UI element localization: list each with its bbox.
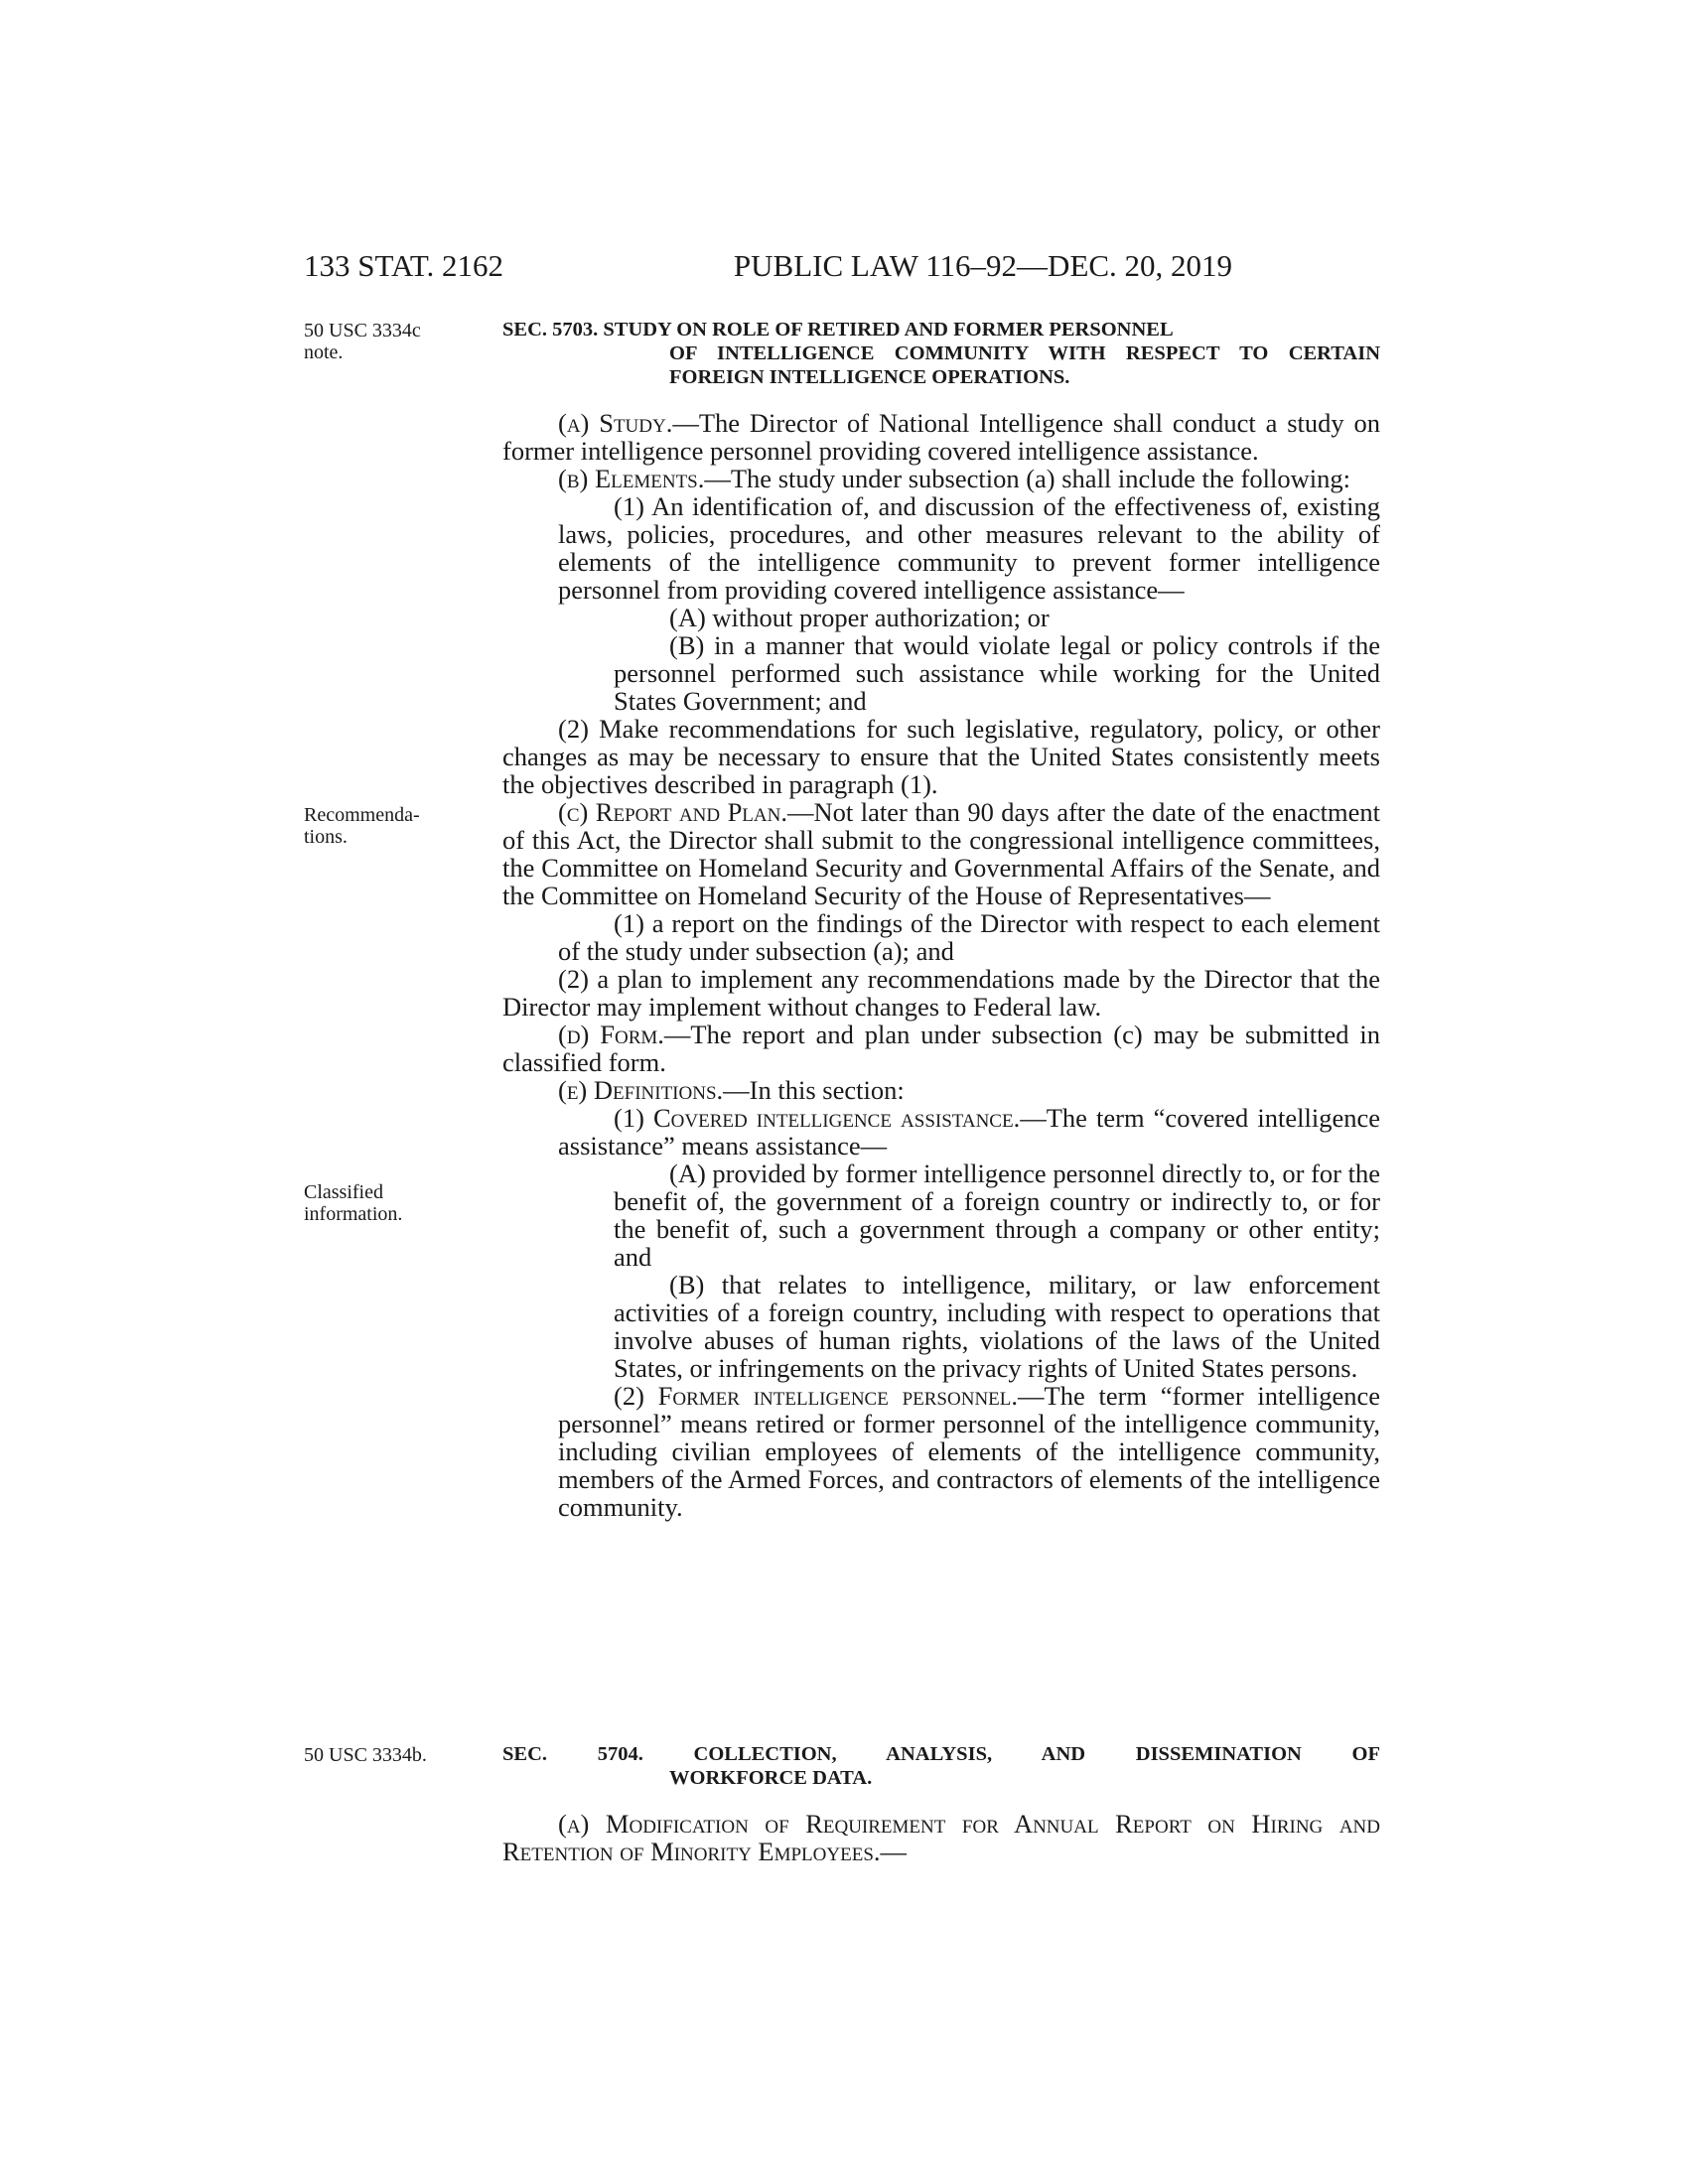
paragraph-text: —The term “covered intelligence assistance” means assistance— xyxy=(558,1103,1380,1160)
subsection-e xyxy=(502,1076,1380,1104)
section-heading-line: SEC. 5704. COLLECTION, ANALYSIS, AND DISSEMINATION OF xyxy=(502,1743,1380,1765)
subparagraph-e1a: (A) provided by former intelligence personnel directly to, or for the benefit of, the government of a foreign country or indirectly to, or for the benefit of, such a government through a company or other entity; and xyxy=(614,1159,1380,1272)
subsection-heading: (a) Modification of Requirement for Annual Report on Hiring and Retention of Minority Employees. xyxy=(502,1809,1380,1866)
section-5703-heading xyxy=(502,318,1380,389)
subparagraph-b1b: (B) in a manner that would violate legal or policy controls if the personnel performed such assistance while working for the United States Government; and xyxy=(614,630,1380,716)
paragraph-heading: (1) Covered intelligence assistance. xyxy=(614,1103,1021,1133)
margin-note-usc-citation-2: 50 USC 3334b. xyxy=(304,1744,427,1766)
subsection-text: —Not later than 90 days after the date of the enactment of this Act, the Director shall submit to the congressional intelligence committees, the Committee on Homeland Security and Governmental Affairs of the Senate, and the Committee on Homeland Security of the House of Representatives— xyxy=(502,797,1381,910)
subsection-heading: (b) Elements. xyxy=(558,464,705,493)
subsection-text: —The study under subsection (a) shall include the following: xyxy=(704,464,1350,493)
subsection-d xyxy=(502,1021,1380,1076)
subsection-heading: (e) Definitions. xyxy=(558,1075,724,1105)
section-heading-line: SEC. 5703. STUDY ON ROLE OF RETIRED AND FORMER PERSONNEL xyxy=(502,319,1174,341)
section-heading-continuation: WORKFORCE DATA. xyxy=(669,1767,873,1789)
section-heading-continuation: OF INTELLIGENCE COMMUNITY WITH RESPECT TO CERTAIN FOREIGN INTELLIGENCE OPERATIONS. xyxy=(669,342,1380,388)
running-header-title: PUBLIC LAW 116–92—DEC. 20, 2019 xyxy=(733,248,1233,283)
subparagraph-e1b: (B) that relates to intelligence, military, or law enforcement activities of a foreign country, including with respect to operations that involve abuses of human rights, violations of the laws of the United States, or infringements on the privacy rights of United States persons. xyxy=(614,1270,1380,1383)
subsection-c xyxy=(502,798,1380,909)
subsection-5704-a xyxy=(502,1810,1380,1865)
subsection-text: —In this section: xyxy=(723,1075,905,1105)
margin-note-classified: Classified information. xyxy=(304,1181,403,1225)
paragraph-b1: (1) An identification of, and discussion of the effectiveness of, existing laws, policies, procedures, and other measures relevant to the ability of elements of the intelligence community to prevent former intelligence personnel from providing covered intelligence assistance— xyxy=(558,491,1380,605)
margin-note-recommendations: Recommenda-tions. xyxy=(304,804,420,848)
subsection-text: — xyxy=(880,1837,908,1866)
subsection-heading: (a) Study. xyxy=(558,408,673,438)
paragraph-text: —The term “former intelligence personnel” means retired or former personnel of the intelligence community, including civilian employees of elements of the intelligence community, members of the Armed Forces, and contractors of elements of the intelligence community. xyxy=(558,1381,1381,1522)
paragraph-heading: (2) Former intelligence personnel. xyxy=(614,1381,1019,1411)
subsection-heading: (d) Form. xyxy=(558,1020,664,1049)
paragraph-b2: (2) Make recommendations for such legislative, regulatory, policy, or other changes as may be necessary to ensure that the United States consistently meets the objectives described in paragraph (1). xyxy=(502,714,1380,799)
subsection-b xyxy=(502,465,1380,492)
section-5704 xyxy=(502,1742,1380,1865)
section-5704-heading-cont xyxy=(502,1766,1380,1790)
paragraph-c1: (1) a report on the findings of the Director with respect to each element of the study under subsection (a); and xyxy=(558,908,1380,966)
subparagraph-b1a: (A) without proper authorization; or xyxy=(669,603,1050,632)
subsection-text: —The report and plan under subsection (c) may be submitted in classified form. xyxy=(502,1020,1380,1077)
paragraph-e2 xyxy=(502,1382,1380,1521)
section-5704-heading xyxy=(502,1742,1380,1766)
section-5703 xyxy=(502,318,1380,1521)
page-stat-number: 133 STAT. 2162 xyxy=(304,248,504,283)
paragraph-c2: (2) a plan to implement any recommendations made by the Director that the Director may implement without changes to Federal law. xyxy=(502,964,1380,1022)
subsection-heading: (c) Report and Plan. xyxy=(558,797,787,827)
margin-note-usc-citation: 50 USC 3334c note. xyxy=(304,320,421,363)
subsection-a xyxy=(502,409,1380,465)
subsection-text: —The Director of National Intelligence shall conduct a study on former intelligence personnel providing covered intelligence assistance. xyxy=(502,408,1380,466)
paragraph-e1 xyxy=(502,1104,1380,1160)
